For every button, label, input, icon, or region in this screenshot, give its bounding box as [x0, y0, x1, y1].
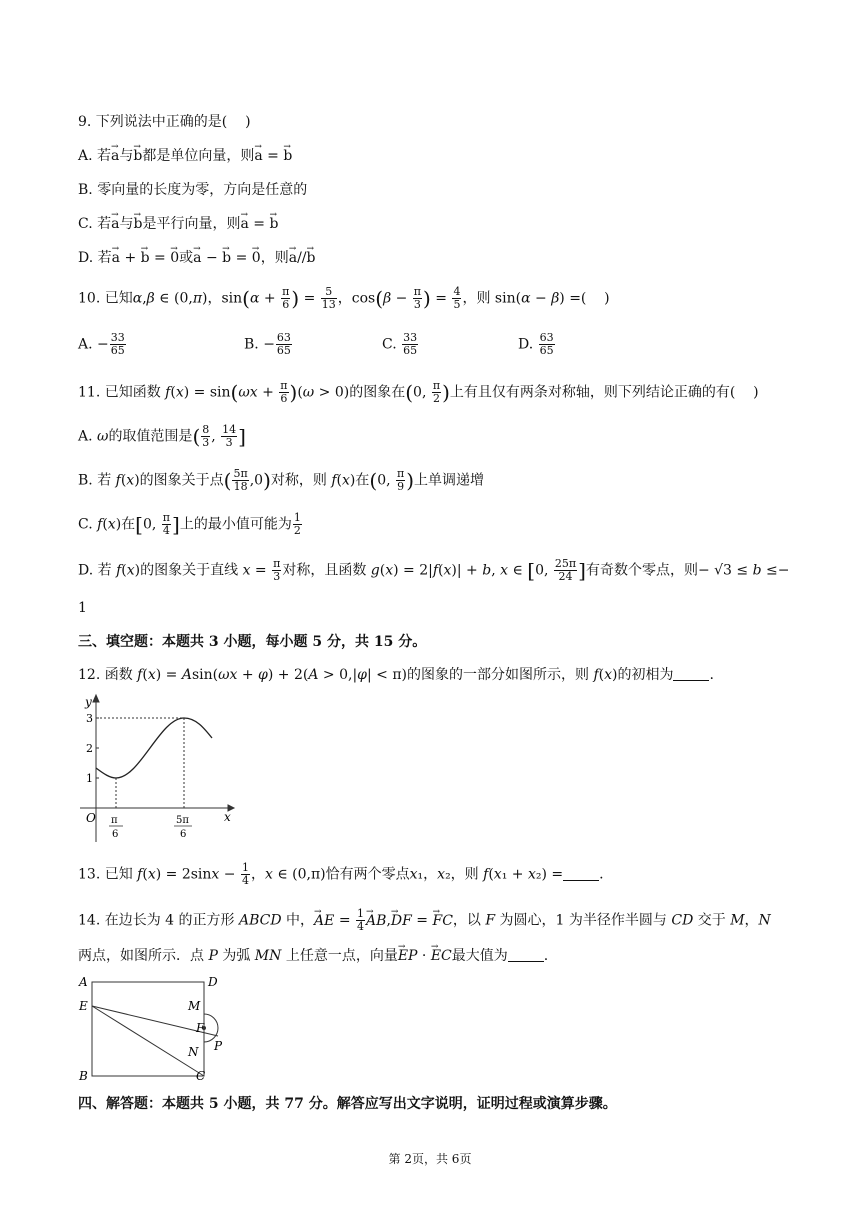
label-b: B	[79, 1069, 88, 1083]
q11-option-a: A. ω的取值范围是( $\frac{8}{3}$ , $\frac{14}{3}$ ]	[78, 423, 246, 449]
label-a: A	[79, 975, 88, 989]
label-p: P	[214, 1039, 223, 1053]
x-tick-5pi-6: 5π	[176, 815, 189, 826]
q10-option-a: A. − $\frac{33}{65}$	[78, 331, 125, 357]
q14-line1: 14. 在边长为 4 的正方形 ABCD 中，→ AE = $\frac{1}{4}$ → AB,→ DF = → FC，以 F 为圆心，1 为半径作半圆与 CD 交于 M，N	[78, 908, 771, 933]
x-tick-pi-6: π	[111, 815, 118, 826]
sine-curve	[96, 718, 212, 778]
svg-text:6: 6	[112, 829, 119, 840]
q9-option-c: C. 若→ a与→ b是平行向量，则→ a = → b	[78, 214, 278, 234]
label-e: E	[79, 999, 88, 1013]
q11-stem: 11. 已知函数 f(x) = sin(ωx + $\frac{\pi}{6}$ )(ω > 0)的图象在(0, $\frac{\pi}{2}$ )上有且仅有两条对称轴，则下列结论正确的有( )	[78, 379, 759, 405]
label-f: F	[196, 1021, 205, 1035]
q10-stem: 10. 已知α,β ∈ (0,π)，sin(α + $\frac{\pi}{6}$ ) = $\frac{5}{13}$ ，cos(β − $\frac{\pi}{3}$ ) = $\frac{4}{5}$ ，则 sin(α − β) =( )	[78, 285, 610, 311]
y-tick-label-3: 3	[86, 712, 93, 725]
q9-option-d: D. 若→ a + → b = → 0或→ a − → b = → 0，则→ a//→ b	[78, 248, 315, 268]
y-axis-arrow	[93, 695, 99, 702]
y-axis-label: y	[85, 695, 92, 709]
q13-answer-blank[interactable]	[563, 866, 599, 881]
q11-option-d: D. 若 f(x)的图象关于直线 x = $\frac{\pi}{3}$ 对称，且函数 g(x) = 2|f(x)| + b, x ∈ [0, $\frac{25\pi}{24}$ ]有奇数个零点，则− √3 ≤ b ≤−	[78, 557, 790, 583]
q11-option-b: B. 若 f(x)的图象关于点( $\frac{5\pi}{18}$ ,0)对称，则 f(x)在(0, $\frac{\pi}{9}$ )上单调递增	[78, 467, 485, 493]
label-n: N	[188, 1045, 199, 1059]
q11-option-c: C. f(x)在[0, $\frac{\pi}{4}$ ]上的最小值可能为 $\frac{1}{2}$	[78, 511, 301, 537]
q14-figure	[76, 972, 236, 1084]
y-tick-label-1: 1	[86, 772, 93, 785]
q9-option-b: B. 零向量的长度为零，方向是任意的	[78, 182, 308, 198]
q10-option-d: D. $\frac{63}{65}$	[518, 331, 554, 357]
q10-option-b: B. − $\frac{63}{65}$	[244, 331, 291, 357]
section-3-heading: 三、填空题：本题共 3 小题，每小题 5 分，共 15 分。	[78, 634, 427, 650]
q12-graph	[78, 692, 238, 844]
q9-stem: 9. 下列说法中正确的是( )	[78, 114, 251, 130]
segment-ec	[92, 1006, 204, 1076]
origin-label: O	[86, 811, 96, 825]
q12-stem: 12. 函数 f(x) = Asin(ωx + φ) + 2(A > 0,|φ| < π)的图象的一部分如图所示，则 f(x)的初相为 .	[78, 667, 714, 683]
semicircle-arc	[204, 1014, 218, 1042]
q11-option-d-continued: 1	[78, 600, 87, 616]
q14-answer-blank[interactable]	[508, 947, 544, 962]
x-axis-label: x	[224, 810, 231, 824]
page-footer: 第 2页，共 6页	[388, 1152, 472, 1166]
q14-line2: 两点，如图所示．点 P 为弧 MN 上任意一点，向量→ EP · → EC最大值为 .	[78, 946, 548, 966]
q9-option-a: A. 若→ a与→ b都是单位向量，则→ a = → b	[78, 146, 292, 166]
label-c: C	[196, 1069, 206, 1083]
label-d: D	[208, 975, 218, 989]
y-tick-label-2: 2	[86, 742, 93, 755]
section-4-heading: 四、解答题：本题共 5 小题，共 77 分。解答应写出文字说明，证明过程或演算步骤。	[78, 1096, 617, 1112]
label-m: M	[188, 999, 201, 1013]
q10-option-c: C. $\frac{33}{65}$	[382, 331, 418, 357]
q13-stem: 13. 已知 f(x) = 2sinx − $\frac{1}{4}$ ，x ∈ (0,π)恰有两个零点x₁，x₂，则 f(x₁ + x₂) = .	[78, 861, 604, 887]
svg-text:6: 6	[180, 829, 187, 840]
q12-answer-blank[interactable]	[673, 666, 709, 681]
